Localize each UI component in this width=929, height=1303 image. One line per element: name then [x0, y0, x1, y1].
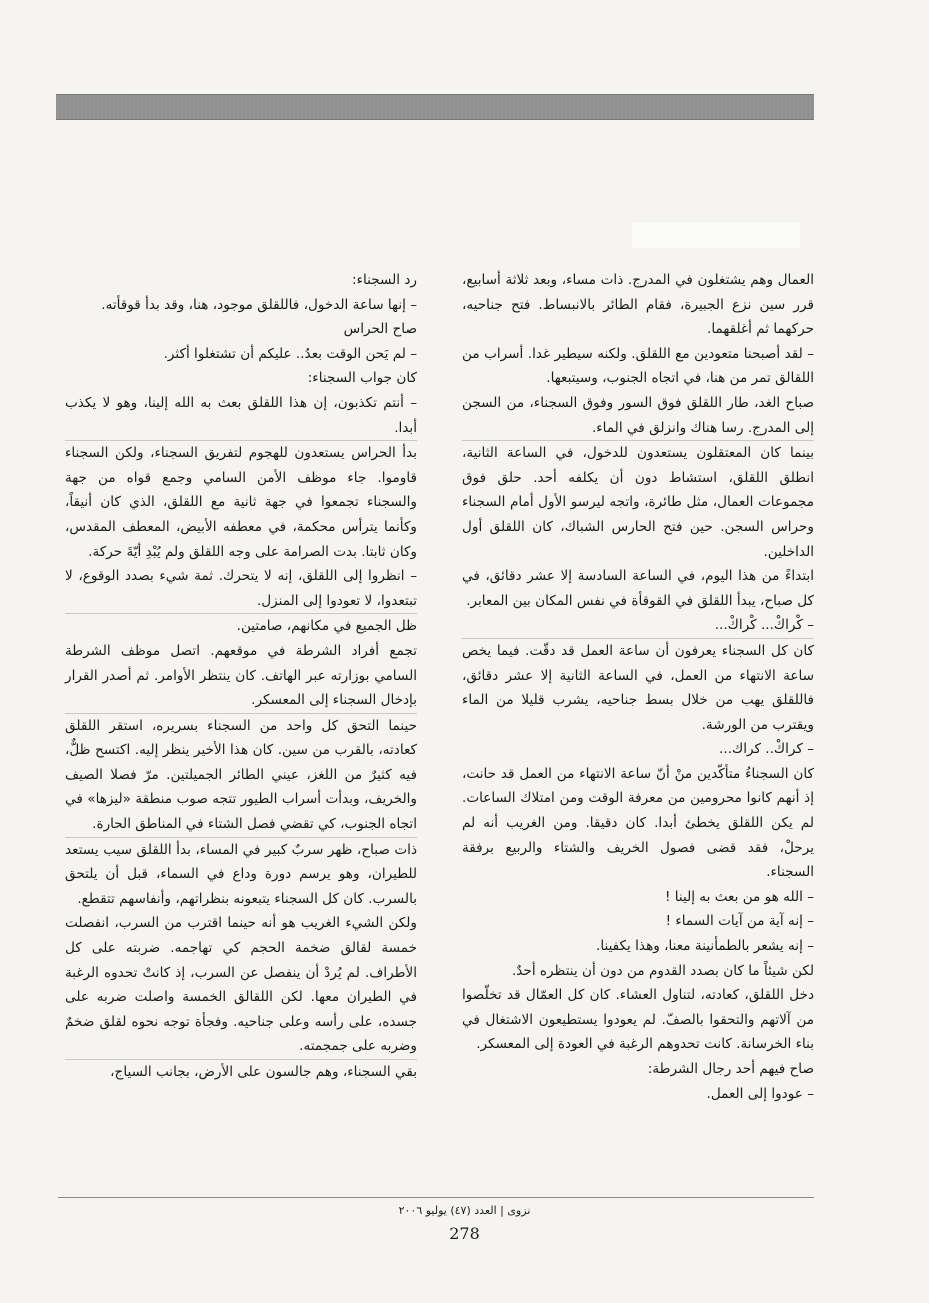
paragraph: لكن شيئاً ما كان بصدد القدوم من دون أن ينتظره أحدٌ.	[511, 962, 814, 979]
header-band	[56, 94, 814, 120]
paragraph: – إنها ساعة الدخول، فاللقلق موجود، هنا، وقد بدأ قوقأته.	[101, 296, 417, 313]
paragraph: العمال وهم يشتغلون في المدرج. ذات مساء، وبعد ثلاثة أسابيع، قرر سين نزع الجبيرة، فقام الطائر بالانبساط. فتح جناحيه، حركهما ثم أغلقهما.	[462, 272, 814, 338]
paragraph: كان جواب السجناء:	[307, 370, 417, 387]
paragraph: كان كل السجناء يعرفون أن ساعة العمل قد دقّت. فيما يخص ساعة الانتهاء من العمل، في الساعة الثانية إلا عشر دقائق، فاللقلق يهب من خلال بسط جناحيه، يشرب قليلا من الماء ويقترب من الورشة.	[462, 642, 814, 733]
paragraph: – إنه آية من آيات السماء !	[665, 913, 814, 930]
paragraph: – إنه يشعر بالطمأنينة معنا، وهذا يكفينا.	[596, 938, 814, 955]
paragraph: ابتداءً من هذا اليوم، في الساعة السادسة إلا عشر دقائق، في كل صباح، يبدأ اللقلق في القوقأة في نفس المكان بين المعابر.	[462, 568, 814, 609]
paragraph: كان السجناءُ متأكّدين منْ أنّ ساعة الانتهاء من العمل قد حانت، إذ أنهم كانوا محرومين من معرفة الوقت ومن امتلاك الساعات. لم يكن اللقلق يخطئ أبدا. كان دقيقا. ومن الغريب أنه لم يرحلْ، فقد قضى فصول الخريف والشتاء والربيع برفقة السجناء.	[462, 765, 814, 881]
left-column	[65, 268, 417, 1085]
magazine-issue: نزوى | العدد (٤٧) يوليو ٢٠٠٦	[398, 1204, 531, 1217]
paragraph: ظل الجميع في مكانهم، صامتين.	[236, 618, 417, 635]
paragraph: صاح الحراس	[343, 321, 417, 338]
paragraph: – لم يَحن الوقت بعدُ.. عليكم أن تشتغلوا أكثر.	[163, 345, 417, 362]
faded-title-block	[632, 222, 800, 248]
paragraph: – انظروا إلى اللقلق، إنه لا يتحرك. ثمة شيء بصدد الوقوع، لا تبتعدوا، لا تعودوا إلى المنزل.	[65, 564, 417, 614]
paragraph: – عودوا إلى العمل.	[706, 1085, 814, 1102]
paragraph: دخل اللقلق، كعادته، لتناول العشاء. كان كل العمّال قد تخلّصوا من آلاتهم والتحقوا بالصفّ. لم يعودوا يستطيعون الاشتغال في بناء الخرسانة. كانت تحدوهم الرغبة في العودة إلى المعسكر.	[462, 987, 814, 1053]
paragraph: صاح فيهم أحد رجال الشرطة:	[647, 1061, 814, 1077]
paragraph: رد السجناء:	[352, 272, 417, 288]
paragraph: – كْراكْ... كْراكْ...	[462, 613, 814, 639]
paragraph: صباح الغد، طار اللقلق فوق السور وفوق السجناء، من السجن إلى المدرج. رسا هناك وانزلق في الماء.	[462, 391, 814, 441]
paragraph: بدأ الحراس يستعدون للهجوم لتفريق السجناء، ولكن السجناء قاوموا. جاء موظف الأمن السامي وجمع قواه من جهة والسجناء تجمعوا في جهة ثانية مع اللقلق، الذي كان أنيقاً، وكأنما يترأس محكمة، في معطفه الأبيض، المعطف المقدس، وكان ثابتا. بدت الصرامة على وجه اللقلق ولم يُبْدِ أيّةَ حركة.	[65, 445, 417, 560]
paragraph: – أنتم تكذبون، إن هذا اللقلق بعث به الله إلينا، وهو لا يكذب أبدا.	[65, 391, 417, 441]
paragraph: تجمع أفراد الشرطة في موقعهم. اتصل موظف الشرطة السامي بوزارته عبر الهاتف. كان ينتظر الأوامر. ثم أصدر القرار بإدخال السجناء إلى المعسكر.	[65, 639, 417, 714]
paragraph: بقي السجناء، وهم جالسون على الأرض، بجانب السياج،	[110, 1064, 417, 1080]
paragraph: – كراكْ.. كراك...	[719, 741, 814, 758]
page-number: 278	[449, 1224, 480, 1243]
paragraph: ذات صباح، ظهر سربٌ كبير في المساء، بدأ اللقلق سيب يستعد للطيران، وهو يرسم دورة وداع في السماء، قبل أن يلتحق بالسرب. كان كل السجناء يتبعونه بنظراتهم، وأنفاسهم تتقطع.	[65, 841, 417, 907]
paragraph: – لقد أصبحنا متعودين مع اللقلق. ولكنه سيطير غدا. أسراب من اللقالق تمر من هنا، في اتجاه الجنوب، وسيتبعها.	[462, 345, 814, 387]
right-column	[462, 268, 814, 1106]
paragraph: – الله هو من بعث به إلينا !	[664, 888, 814, 905]
paragraph: ولكن الشيء الغريب هو أنه حينما اقترب من السرب، انفصلت خمسة لقالق ضخمة الحجم كي تهاجمه. ضربته على كل الأطراف. لم يُردْ أن ينفصل عن السرب، إذ كانتْ تحدوه الرغبة في الطيران معها. لكن اللقالق الخمسة واصلت ضربه على جسده، على رأسه وعلى جناحيه. وفجأة توجه نحوه لقلق ضخمٌ وضربه على جمجمته.	[65, 911, 417, 1060]
paragraph: بينما كان المعتقلون يستعدون للدخول، في الساعة الثانية، انطلق اللقلق، استشاط دون أن يكلفه أحد. حلق فوق مجموعات العمال، مثل طائرة، واتجه ليرسو الأول أمام السجناء وحراس السجن. حين فتح الحارس الشباك، كان اللقلق أول الداخلين.	[462, 445, 814, 560]
paragraph: حينما التحق كل واحد من السجناء بسريره، استقر اللقلق كعادته، بالقرب من سين. كان هذا الأخير ينظر إليه. اكتسح ظلٌّ، فيه كثيرٌ من اللغز، عيني الطائر الجميلتين. مرّ فصلا الصيف والخريف، وبدأت أسراب الطيور تتجه صوب منطقة «ليزها» في اتجاه الجنوب، كي تقضي فصل الشتاء في المناطق الحارة.	[65, 714, 417, 838]
footer-divider	[58, 1197, 814, 1198]
